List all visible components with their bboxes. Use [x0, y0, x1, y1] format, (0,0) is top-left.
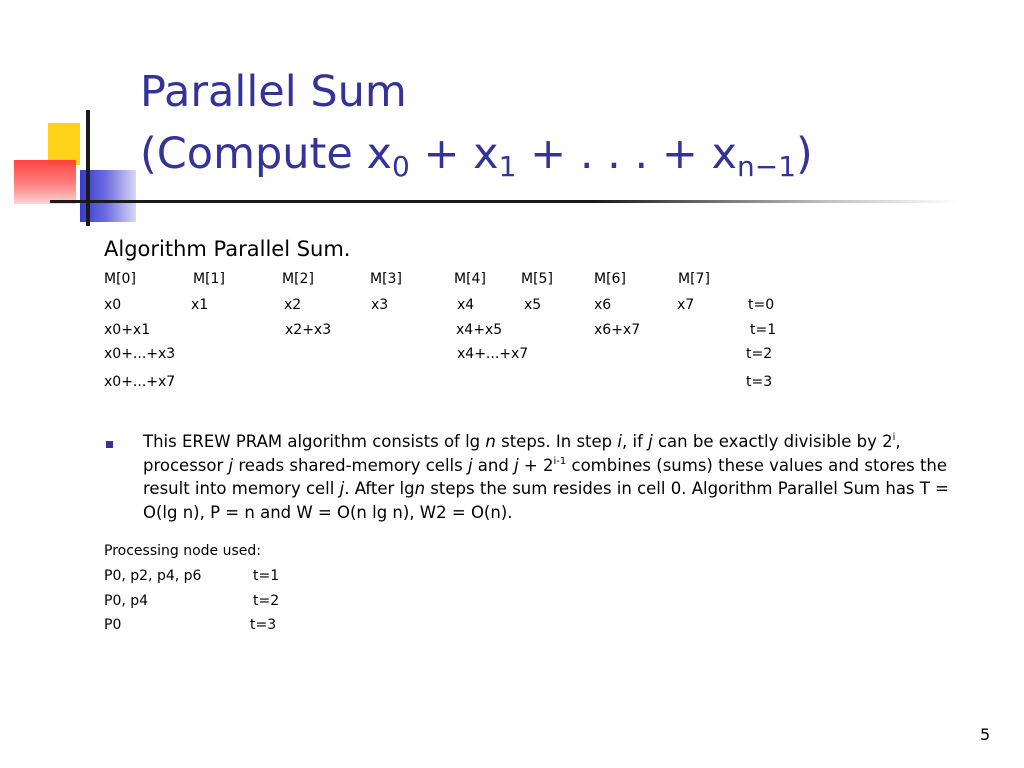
bullet-text-run: , if — [622, 432, 649, 451]
table-cell: x4 — [457, 297, 475, 313]
table-cell: x6 — [594, 297, 612, 313]
bullet-superscript-i: i — [892, 432, 896, 443]
bullet-superscript-i-1: i-1 — [553, 455, 567, 467]
table-cell: M[4] — [454, 271, 486, 287]
table-cell: t=2 — [746, 346, 773, 362]
table-cell: t=3 — [746, 374, 773, 390]
slide-title-line-2 — [140, 124, 813, 184]
processing-time: t=2 — [253, 593, 280, 609]
bullet-text-run: steps the sum resides in cell 0. Algorithm Parallel Sum has T = O(lg n), P = n and W = O(n lg n), W2 = O(n). — [143, 479, 949, 522]
bullet-text-run: , processor — [143, 432, 901, 475]
bullet-text-run: This EREW PRAM algorithm consists of lg — [143, 432, 486, 451]
bullet-text-run: reads shared-memory cells — [233, 455, 468, 475]
title-middle: + . . . + x — [516, 129, 737, 179]
decorative-red-square — [14, 160, 76, 204]
table-cell: x5 — [524, 297, 542, 313]
bullet-italic-j: j — [339, 479, 345, 498]
bullet-text-run: combines (sums) these values and stores the result into memory cell — [143, 455, 948, 498]
title-divider-line — [50, 200, 960, 203]
processing-nodes: P0, p2, p4, p6 — [104, 568, 202, 584]
page-number: 5 — [980, 725, 991, 744]
bullet-italic-j: j — [514, 455, 519, 475]
table-cell: M[6] — [594, 271, 626, 287]
title-plus: + x — [409, 129, 499, 179]
bullet-text-run: and — [472, 455, 515, 475]
processing-nodes: P0, p4 — [104, 593, 149, 609]
bullet-text-run: + 2 — [518, 455, 554, 475]
decorative-yellow-square — [48, 123, 80, 165]
bullet-italic-n: n — [485, 432, 496, 451]
table-cell: M[2] — [282, 271, 314, 287]
table-cell: M[7] — [678, 271, 710, 287]
bullet-italic-n: n — [414, 479, 426, 498]
processing-nodes: P0 — [104, 617, 122, 633]
table-cell: x4+...+x7 — [457, 346, 529, 362]
table-cell: x0 — [104, 297, 122, 313]
title-close: ) — [796, 129, 813, 179]
bullet-text-run: . After lg — [344, 479, 415, 498]
processing-time: t=3 — [250, 617, 277, 633]
table-cell: x2+x3 — [285, 322, 332, 338]
bullet-italic-i: i — [617, 432, 622, 451]
algorithm-heading: Algorithm Parallel Sum. — [104, 237, 351, 261]
bullet-text-run: steps. In step — [495, 432, 618, 451]
processing-time: t=1 — [253, 568, 280, 584]
table-cell: x0+x1 — [104, 322, 151, 338]
table-cell: x6+x7 — [594, 322, 641, 338]
title-subscript-n: n−1 — [737, 150, 797, 183]
table-cell: x4+x5 — [456, 322, 503, 338]
table-cell: x3 — [371, 297, 389, 313]
table-cell: M[0] — [104, 271, 136, 287]
table-cell: M[5] — [521, 271, 553, 287]
decorative-vertical-line — [86, 110, 90, 226]
bullet-italic-j: j — [228, 455, 234, 475]
title-subscript-1: 1 — [498, 150, 517, 183]
table-cell: M[1] — [193, 271, 225, 287]
processing-label: Processing node used: — [104, 543, 261, 559]
table-cell: x1 — [191, 297, 209, 313]
title-open: (Compute x — [140, 129, 392, 179]
bullet-square-icon — [106, 441, 113, 448]
table-cell: x7 — [677, 297, 695, 313]
table-cell: x0+...+x3 — [104, 346, 176, 362]
bullet-italic-j: j — [467, 455, 473, 475]
title-subscript-0: 0 — [391, 150, 410, 183]
bullet-text-run: can be exactly divisible by 2 — [652, 432, 893, 451]
table-cell: t=1 — [750, 322, 777, 338]
bullet-italic-j: j — [648, 432, 653, 451]
slide-title-line-1: Parallel Sum — [140, 67, 407, 117]
table-cell: t=0 — [748, 297, 775, 313]
table-cell: M[3] — [370, 271, 402, 287]
table-cell: x0+...+x7 — [104, 374, 176, 390]
bullet-paragraph — [143, 430, 963, 524]
table-cell: x2 — [284, 297, 302, 313]
